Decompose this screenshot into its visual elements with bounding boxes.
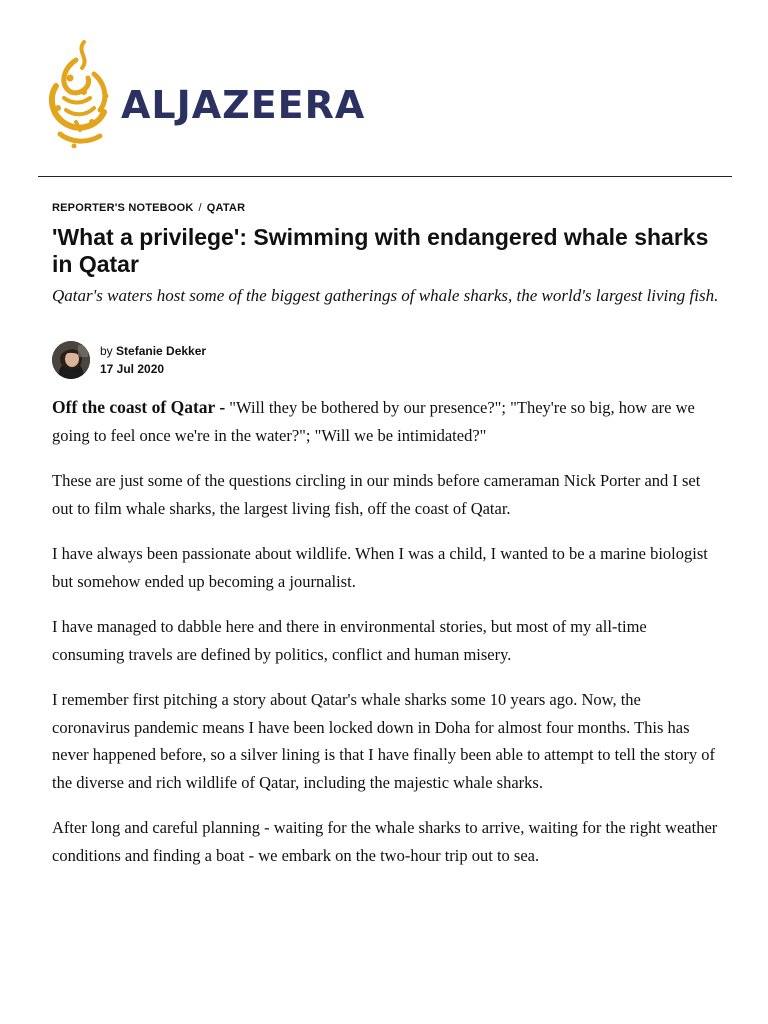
byline-text — [100, 342, 206, 378]
article-headline: 'What a privilege': Swimming with endangered whale sharks in Qatar — [52, 224, 709, 277]
breadcrumb-region-link[interactable]: QATAR — [206, 202, 246, 214]
brand-wordmark[interactable]: ALJAZEERA — [121, 83, 366, 127]
masthead — [46, 38, 446, 148]
calligraphy-logo-icon — [46, 38, 112, 148]
aljazeera-logo-icon[interactable] — [46, 38, 112, 148]
article-standfirst: Qatar's waters host some of the biggest gatherings of whale sharks, the world's largest living fish. — [52, 286, 719, 305]
byline — [52, 340, 452, 380]
byline-prefix: by — [100, 344, 113, 358]
author-avatar[interactable] — [52, 341, 90, 379]
author-portrait-icon — [52, 341, 90, 379]
breadcrumb — [52, 202, 245, 214]
breadcrumb-separator: / — [198, 202, 202, 214]
lead-text: "Will they be bothered by our presence?"; "They're so big, how are we going to feel once we're in the water?"; "Will we be intimidated?" — [52, 398, 695, 445]
body-paragraph: I have managed to dabble here and there in environmental stories, but most of my all-time consuming travels are defined by politics, conflict and human misery. — [52, 617, 647, 664]
author-name-link[interactable]: Stefanie Dekker — [116, 344, 207, 358]
body-paragraph: I remember first pitching a story about Qatar's whale sharks some 10 years ago. Now, the coronavirus pandemic means I have been locked down in Doha for almost four months. This has never happened before, so a silver lining is that I have finally been able to attempt to tell the story of the diverse and rich wildlife of Qatar, including the majestic whale sharks. — [52, 690, 715, 792]
breadcrumb-section-link[interactable]: REPORTER'S NOTEBOOK — [52, 202, 194, 214]
dateline: Off the coast of Qatar - — [52, 397, 226, 417]
body-paragraph: These are just some of the questions circling in our minds before cameraman Nick Porter and I set out to film whale sharks, the largest living fish, off the coast of Qatar. — [52, 471, 701, 518]
masthead-divider — [38, 176, 732, 177]
body-paragraph: After long and careful planning - waiting for the whale sharks to arrive, waiting for the right weather conditions and finding a boat - we embark on the two-hour trip out to sea. — [52, 818, 718, 865]
body-paragraph: I have always been passionate about wildlife. When I was a child, I wanted to be a marine biologist but somehow ended up becoming a journalist. — [52, 544, 708, 591]
publish-date: 17 Jul 2020 — [100, 362, 165, 376]
article-body — [52, 394, 720, 887]
lead-paragraph — [52, 394, 720, 449]
